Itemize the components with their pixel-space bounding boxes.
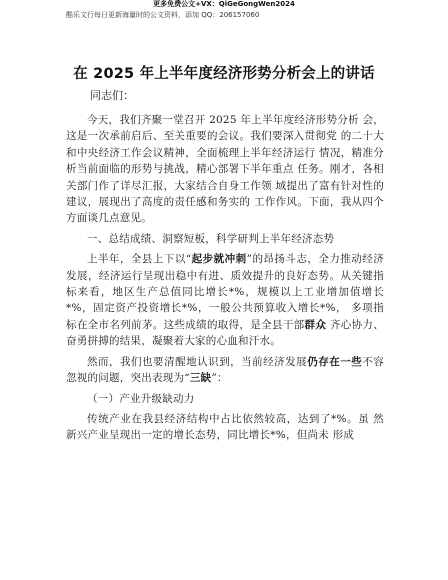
salutation: 同志们： <box>90 89 134 102</box>
bold-phrase: 仍存在一些 <box>307 355 363 368</box>
section-heading-2: （一）产业升级缺动力 <box>87 392 195 405</box>
text-span: ”： <box>211 372 228 385</box>
header-promo-line: 更多免费公文+VX：QiGeGongWen2024 <box>153 0 295 8</box>
section-heading-1: 一、总结成绩、洞察短板，科学研判上半年经济态势 <box>87 232 335 245</box>
paragraph-achievements <box>66 251 384 349</box>
header-sub-line: 酷乐文行每日更新海量时的公文资料，添加 QQ：206157060 <box>66 11 260 19</box>
paragraph-industry: 传统产业在我县经济结构中占比依然较高，达到了*%。虽 然新兴产业呈现出一定的增长态势，同比增长*%，但尚未 形成 <box>66 412 384 442</box>
paragraph-intro: 今天，我们齐聚一堂召开 2025 年上半年度经济形势分析 会，这是一次承前启后、至关重要的会议。我们要深入贯彻党 的二十大和中央经济工作会议精神，全面梳理上半年经济运行 情况，精准分析当前面临的形势与挑战，精心部署下半年重点 任务。刚才，各相关部门作了详尽汇报，大家结合自身工作领 域提出了富有针对性的建议，展现出了高度的责任感和务实的 工作作风。下面，我从四个方面谈几点意见。 <box>66 114 384 225</box>
text-span: 齐心协力、奋勇拼搏的结果，凝聚着大家的心血和汗水。 <box>66 318 384 348</box>
text-span: 不容忽视的问题，突出表现为“ <box>66 355 385 385</box>
text-span: 上半年，全县上下以“ <box>87 253 192 266</box>
document-body <box>66 112 384 444</box>
paragraph-problems <box>66 354 384 387</box>
text-span: 然而，我们也要清醒地认识到，当前经济发展 <box>87 355 308 368</box>
text-span: ”的昂扬斗志，全力推动经济发展，经济运行呈现出稳中有进、质效提升的良好态势。从关键指标来看，地区生产总值同比增长*%，规模以上工业增加值增长*%，固定资产投资增长*%，一般公共预算收入增长*%， 多项指标在全市名列前茅。这些成绩的取得，是全县干部 <box>66 253 384 331</box>
document-title: 在 2025 年上半年度经济形势分析会上的讲话 <box>73 66 375 82</box>
bold-phrase: 三缺 <box>189 372 212 385</box>
bold-phrase: 群众 <box>304 318 327 331</box>
bold-phrase: 起步就冲刺 <box>191 253 247 266</box>
